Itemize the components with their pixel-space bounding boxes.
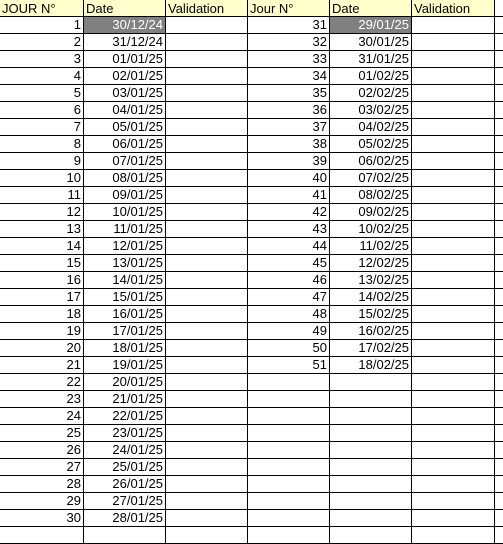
- left-empty-cell[interactable]: [166, 527, 248, 544]
- right-validation-cell[interactable]: [412, 306, 495, 323]
- right-empty-cell[interactable]: [248, 476, 330, 493]
- right-empty-cell[interactable]: [330, 425, 412, 442]
- left-day-number-cell[interactable]: 13: [0, 221, 84, 238]
- right-empty-cell[interactable]: [412, 391, 495, 408]
- header-jour-left[interactable]: JOUR N°: [0, 0, 84, 17]
- right-day-number-cell[interactable]: 38: [248, 136, 330, 153]
- left-validation-cell[interactable]: [166, 323, 248, 340]
- right-validation-cell[interactable]: [412, 340, 495, 357]
- right-date-cell[interactable]: 10/02/25: [330, 221, 412, 238]
- right-empty-cell[interactable]: [330, 527, 412, 544]
- extra-empty-cell[interactable]: [495, 425, 503, 442]
- left-day-number-cell[interactable]: 16: [0, 272, 84, 289]
- extra-empty-cell[interactable]: [495, 391, 503, 408]
- right-date-cell[interactable]: 29/01/25: [330, 17, 412, 34]
- left-date-cell[interactable]: 25/01/25: [84, 459, 166, 476]
- left-date-cell[interactable]: 01/01/25: [84, 51, 166, 68]
- extra-empty-cell[interactable]: [495, 408, 503, 425]
- right-validation-cell[interactable]: [412, 34, 495, 51]
- right-empty-cell[interactable]: [412, 408, 495, 425]
- left-date-cell[interactable]: 15/01/25: [84, 289, 166, 306]
- left-day-number-cell[interactable]: 2: [0, 34, 84, 51]
- extra-empty-cell[interactable]: [495, 357, 503, 374]
- right-date-cell[interactable]: 08/02/25: [330, 187, 412, 204]
- left-date-cell[interactable]: 06/01/25: [84, 136, 166, 153]
- extra-empty-cell[interactable]: [495, 510, 503, 527]
- left-day-number-cell[interactable]: 12: [0, 204, 84, 221]
- left-date-cell[interactable]: 14/01/25: [84, 272, 166, 289]
- right-empty-cell[interactable]: [412, 527, 495, 544]
- right-day-number-cell[interactable]: 35: [248, 85, 330, 102]
- right-validation-cell[interactable]: [412, 119, 495, 136]
- left-day-number-cell[interactable]: 9: [0, 153, 84, 170]
- right-empty-cell[interactable]: [412, 493, 495, 510]
- left-date-cell[interactable]: 13/01/25: [84, 255, 166, 272]
- right-empty-cell[interactable]: [412, 476, 495, 493]
- header-validation-right[interactable]: Validation: [412, 0, 495, 17]
- left-validation-cell[interactable]: [166, 34, 248, 51]
- extra-empty-cell[interactable]: [495, 442, 503, 459]
- right-day-number-cell[interactable]: 45: [248, 255, 330, 272]
- extra-empty-cell[interactable]: [495, 476, 503, 493]
- right-empty-cell[interactable]: [248, 425, 330, 442]
- left-date-cell[interactable]: 11/01/25: [84, 221, 166, 238]
- right-empty-cell[interactable]: [248, 391, 330, 408]
- left-day-number-cell[interactable]: 21: [0, 357, 84, 374]
- left-validation-cell[interactable]: [166, 425, 248, 442]
- extra-empty-cell[interactable]: [495, 170, 503, 187]
- left-day-number-cell[interactable]: 4: [0, 68, 84, 85]
- right-date-cell[interactable]: 02/02/25: [330, 85, 412, 102]
- extra-empty-cell[interactable]: [495, 68, 503, 85]
- right-validation-cell[interactable]: [412, 136, 495, 153]
- right-day-number-cell[interactable]: 37: [248, 119, 330, 136]
- right-empty-cell[interactable]: [412, 374, 495, 391]
- extra-empty-cell[interactable]: [495, 187, 503, 204]
- left-validation-cell[interactable]: [166, 68, 248, 85]
- right-validation-cell[interactable]: [412, 102, 495, 119]
- extra-empty-cell[interactable]: [495, 493, 503, 510]
- left-day-number-cell[interactable]: 10: [0, 170, 84, 187]
- left-day-number-cell[interactable]: 1: [0, 17, 84, 34]
- left-date-cell[interactable]: 30/12/24: [84, 17, 166, 34]
- right-empty-cell[interactable]: [330, 374, 412, 391]
- right-validation-cell[interactable]: [412, 323, 495, 340]
- left-day-number-cell[interactable]: 3: [0, 51, 84, 68]
- right-empty-cell[interactable]: [330, 510, 412, 527]
- left-date-cell[interactable]: 10/01/25: [84, 204, 166, 221]
- extra-empty-cell[interactable]: [495, 119, 503, 136]
- left-date-cell[interactable]: 04/01/25: [84, 102, 166, 119]
- left-date-cell[interactable]: 17/01/25: [84, 323, 166, 340]
- extra-empty-cell[interactable]: [495, 238, 503, 255]
- left-validation-cell[interactable]: [166, 374, 248, 391]
- left-day-number-cell[interactable]: 18: [0, 306, 84, 323]
- left-validation-cell[interactable]: [166, 119, 248, 136]
- right-empty-cell[interactable]: [330, 391, 412, 408]
- left-day-number-cell[interactable]: 26: [0, 442, 84, 459]
- left-validation-cell[interactable]: [166, 187, 248, 204]
- left-validation-cell[interactable]: [166, 493, 248, 510]
- left-validation-cell[interactable]: [166, 51, 248, 68]
- right-date-cell[interactable]: 05/02/25: [330, 136, 412, 153]
- right-validation-cell[interactable]: [412, 51, 495, 68]
- extra-empty-cell[interactable]: [495, 255, 503, 272]
- left-empty-cell[interactable]: [84, 527, 166, 544]
- left-day-number-cell[interactable]: 28: [0, 476, 84, 493]
- right-date-cell[interactable]: 13/02/25: [330, 272, 412, 289]
- right-validation-cell[interactable]: [412, 221, 495, 238]
- right-day-number-cell[interactable]: 39: [248, 153, 330, 170]
- right-date-cell[interactable]: 14/02/25: [330, 289, 412, 306]
- left-date-cell[interactable]: 24/01/25: [84, 442, 166, 459]
- header-date-right[interactable]: Date: [330, 0, 412, 17]
- extra-empty-cell[interactable]: [495, 340, 503, 357]
- left-validation-cell[interactable]: [166, 306, 248, 323]
- right-validation-cell[interactable]: [412, 272, 495, 289]
- left-date-cell[interactable]: 03/01/25: [84, 85, 166, 102]
- left-day-number-cell[interactable]: 17: [0, 289, 84, 306]
- left-day-number-cell[interactable]: 30: [0, 510, 84, 527]
- left-day-number-cell[interactable]: 6: [0, 102, 84, 119]
- extra-empty-cell[interactable]: [495, 102, 503, 119]
- left-validation-cell[interactable]: [166, 153, 248, 170]
- right-empty-cell[interactable]: [248, 408, 330, 425]
- left-day-number-cell[interactable]: 25: [0, 425, 84, 442]
- right-validation-cell[interactable]: [412, 68, 495, 85]
- right-day-number-cell[interactable]: 32: [248, 34, 330, 51]
- left-validation-cell[interactable]: [166, 408, 248, 425]
- left-date-cell[interactable]: 09/01/25: [84, 187, 166, 204]
- extra-empty-cell[interactable]: [495, 459, 503, 476]
- left-day-number-cell[interactable]: 5: [0, 85, 84, 102]
- right-validation-cell[interactable]: [412, 289, 495, 306]
- right-day-number-cell[interactable]: 48: [248, 306, 330, 323]
- extra-empty-cell[interactable]: [495, 289, 503, 306]
- right-empty-cell[interactable]: [412, 510, 495, 527]
- left-validation-cell[interactable]: [166, 221, 248, 238]
- extra-empty-cell[interactable]: [495, 306, 503, 323]
- right-validation-cell[interactable]: [412, 170, 495, 187]
- header-date-left[interactable]: Date: [84, 0, 166, 17]
- left-validation-cell[interactable]: [166, 476, 248, 493]
- left-day-number-cell[interactable]: 14: [0, 238, 84, 255]
- right-date-cell[interactable]: 07/02/25: [330, 170, 412, 187]
- left-date-cell[interactable]: 23/01/25: [84, 425, 166, 442]
- right-empty-cell[interactable]: [412, 442, 495, 459]
- right-empty-cell[interactable]: [412, 459, 495, 476]
- left-validation-cell[interactable]: [166, 255, 248, 272]
- right-day-number-cell[interactable]: 41: [248, 187, 330, 204]
- extra-empty-cell[interactable]: [495, 527, 503, 544]
- right-day-number-cell[interactable]: 36: [248, 102, 330, 119]
- extra-empty-cell[interactable]: [495, 204, 503, 221]
- right-day-number-cell[interactable]: 33: [248, 51, 330, 68]
- right-day-number-cell[interactable]: 49: [248, 323, 330, 340]
- left-day-number-cell[interactable]: 22: [0, 374, 84, 391]
- right-date-cell[interactable]: 09/02/25: [330, 204, 412, 221]
- right-empty-cell[interactable]: [248, 374, 330, 391]
- right-empty-cell[interactable]: [248, 442, 330, 459]
- left-validation-cell[interactable]: [166, 510, 248, 527]
- right-empty-cell[interactable]: [330, 476, 412, 493]
- right-empty-cell[interactable]: [412, 425, 495, 442]
- left-day-number-cell[interactable]: 27: [0, 459, 84, 476]
- left-validation-cell[interactable]: [166, 442, 248, 459]
- left-validation-cell[interactable]: [166, 289, 248, 306]
- left-date-cell[interactable]: 19/01/25: [84, 357, 166, 374]
- right-validation-cell[interactable]: [412, 17, 495, 34]
- left-day-number-cell[interactable]: 24: [0, 408, 84, 425]
- left-date-cell[interactable]: 05/01/25: [84, 119, 166, 136]
- left-date-cell[interactable]: 16/01/25: [84, 306, 166, 323]
- right-date-cell[interactable]: 30/01/25: [330, 34, 412, 51]
- right-empty-cell[interactable]: [330, 493, 412, 510]
- extra-empty-cell[interactable]: [495, 85, 503, 102]
- left-day-number-cell[interactable]: 15: [0, 255, 84, 272]
- right-validation-cell[interactable]: [412, 187, 495, 204]
- right-validation-cell[interactable]: [412, 255, 495, 272]
- left-validation-cell[interactable]: [166, 272, 248, 289]
- right-day-number-cell[interactable]: 40: [248, 170, 330, 187]
- left-day-number-cell[interactable]: 11: [0, 187, 84, 204]
- right-date-cell[interactable]: 04/02/25: [330, 119, 412, 136]
- left-date-cell[interactable]: 26/01/25: [84, 476, 166, 493]
- left-date-cell[interactable]: 08/01/25: [84, 170, 166, 187]
- left-validation-cell[interactable]: [166, 238, 248, 255]
- right-day-number-cell[interactable]: 43: [248, 221, 330, 238]
- right-empty-cell[interactable]: [248, 527, 330, 544]
- extra-empty-cell[interactable]: [495, 272, 503, 289]
- left-validation-cell[interactable]: [166, 340, 248, 357]
- extra-empty-cell[interactable]: [495, 34, 503, 51]
- left-date-cell[interactable]: 21/01/25: [84, 391, 166, 408]
- left-validation-cell[interactable]: [166, 85, 248, 102]
- left-validation-cell[interactable]: [166, 204, 248, 221]
- left-date-cell[interactable]: 18/01/25: [84, 340, 166, 357]
- left-date-cell[interactable]: 20/01/25: [84, 374, 166, 391]
- left-validation-cell[interactable]: [166, 17, 248, 34]
- right-empty-cell[interactable]: [248, 493, 330, 510]
- right-date-cell[interactable]: 12/02/25: [330, 255, 412, 272]
- right-validation-cell[interactable]: [412, 238, 495, 255]
- left-date-cell[interactable]: 22/01/25: [84, 408, 166, 425]
- left-day-number-cell[interactable]: 29: [0, 493, 84, 510]
- right-validation-cell[interactable]: [412, 357, 495, 374]
- left-date-cell[interactable]: 12/01/25: [84, 238, 166, 255]
- right-date-cell[interactable]: 06/02/25: [330, 153, 412, 170]
- left-date-cell[interactable]: 07/01/25: [84, 153, 166, 170]
- extra-empty-cell[interactable]: [495, 17, 503, 34]
- left-day-number-cell[interactable]: 20: [0, 340, 84, 357]
- right-empty-cell[interactable]: [330, 442, 412, 459]
- right-day-number-cell[interactable]: 42: [248, 204, 330, 221]
- right-day-number-cell[interactable]: 34: [248, 68, 330, 85]
- extra-empty-cell[interactable]: [495, 323, 503, 340]
- extra-empty-cell[interactable]: [495, 153, 503, 170]
- right-date-cell[interactable]: 17/02/25: [330, 340, 412, 357]
- left-empty-cell[interactable]: [0, 527, 84, 544]
- left-date-cell[interactable]: 28/01/25: [84, 510, 166, 527]
- left-validation-cell[interactable]: [166, 102, 248, 119]
- left-validation-cell[interactable]: [166, 459, 248, 476]
- right-date-cell[interactable]: 16/02/25: [330, 323, 412, 340]
- right-empty-cell[interactable]: [330, 408, 412, 425]
- right-date-cell[interactable]: 01/02/25: [330, 68, 412, 85]
- right-date-cell[interactable]: 03/02/25: [330, 102, 412, 119]
- right-date-cell[interactable]: 11/02/25: [330, 238, 412, 255]
- right-empty-cell[interactable]: [248, 459, 330, 476]
- right-day-number-cell[interactable]: 46: [248, 272, 330, 289]
- left-day-number-cell[interactable]: 8: [0, 136, 84, 153]
- right-day-number-cell[interactable]: 51: [248, 357, 330, 374]
- left-validation-cell[interactable]: [166, 170, 248, 187]
- left-date-cell[interactable]: 31/12/24: [84, 34, 166, 51]
- left-validation-cell[interactable]: [166, 391, 248, 408]
- right-day-number-cell[interactable]: 47: [248, 289, 330, 306]
- header-validation-left[interactable]: Validation: [166, 0, 248, 17]
- left-day-number-cell[interactable]: 23: [0, 391, 84, 408]
- extra-empty-cell[interactable]: [495, 51, 503, 68]
- right-date-cell[interactable]: 31/01/25: [330, 51, 412, 68]
- right-day-number-cell[interactable]: 50: [248, 340, 330, 357]
- right-day-number-cell[interactable]: 44: [248, 238, 330, 255]
- header-jour-right[interactable]: Jour N°: [248, 0, 330, 17]
- left-day-number-cell[interactable]: 19: [0, 323, 84, 340]
- left-validation-cell[interactable]: [166, 357, 248, 374]
- right-date-cell[interactable]: 18/02/25: [330, 357, 412, 374]
- left-day-number-cell[interactable]: 7: [0, 119, 84, 136]
- right-day-number-cell[interactable]: 31: [248, 17, 330, 34]
- left-date-cell[interactable]: 27/01/25: [84, 493, 166, 510]
- extra-empty-cell[interactable]: [495, 374, 503, 391]
- right-validation-cell[interactable]: [412, 153, 495, 170]
- right-empty-cell[interactable]: [248, 510, 330, 527]
- right-validation-cell[interactable]: [412, 204, 495, 221]
- right-validation-cell[interactable]: [412, 85, 495, 102]
- left-date-cell[interactable]: 02/01/25: [84, 68, 166, 85]
- extra-empty-cell[interactable]: [495, 136, 503, 153]
- right-empty-cell[interactable]: [330, 459, 412, 476]
- extra-empty-cell[interactable]: [495, 221, 503, 238]
- right-date-cell[interactable]: 15/02/25: [330, 306, 412, 323]
- header-empty[interactable]: [495, 0, 503, 17]
- left-validation-cell[interactable]: [166, 136, 248, 153]
